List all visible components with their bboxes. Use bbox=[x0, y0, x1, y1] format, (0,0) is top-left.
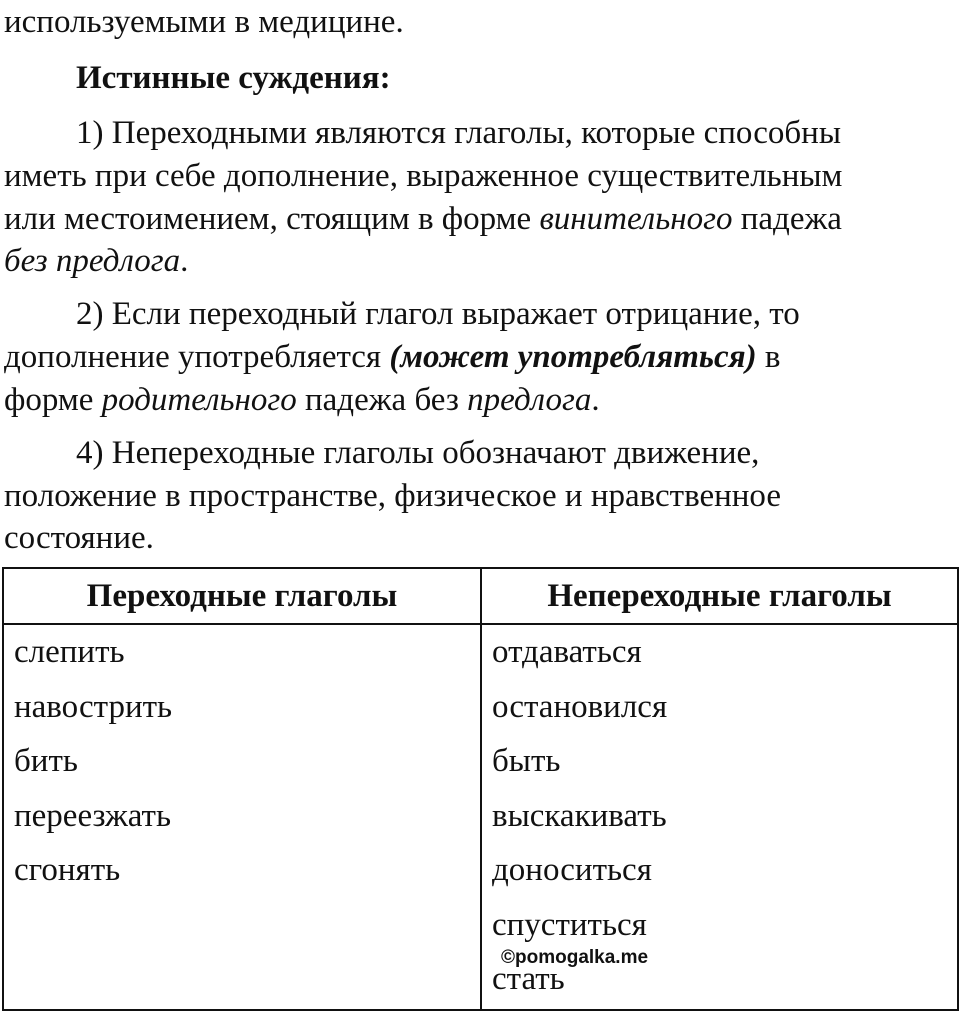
list-item: стать bbox=[492, 961, 565, 997]
text-span: или местоимением, стоящим в форме bbox=[4, 201, 540, 237]
statement-2-line-3 bbox=[4, 380, 600, 420]
list-item: отдаваться bbox=[492, 634, 642, 670]
list-item: навострить bbox=[14, 688, 173, 725]
text-span: в bbox=[756, 339, 781, 375]
statement-1-line-3 bbox=[4, 199, 842, 239]
text-span: форме bbox=[4, 382, 102, 418]
statement-2-line-1 bbox=[76, 294, 800, 334]
text-span: падежа без bbox=[296, 382, 468, 418]
list-item: доноситься bbox=[492, 852, 652, 888]
list-item: выскакивать bbox=[492, 797, 667, 834]
statement-4-line-3 bbox=[4, 518, 154, 558]
italic-term: родительного bbox=[101, 382, 297, 418]
text-span: используемыми в медицине. bbox=[4, 4, 404, 40]
transitive-column bbox=[3, 624, 481, 1010]
statement-4-line-1 bbox=[76, 433, 759, 473]
section-heading bbox=[76, 58, 391, 98]
text-span: положение в пространстве, физическое и нравственное bbox=[4, 478, 781, 514]
text-span: состояние. bbox=[4, 520, 154, 556]
header-transitive: Переходные глаголы bbox=[3, 568, 481, 624]
table-header-row bbox=[3, 568, 958, 624]
watermark: ©pomogalka.me bbox=[501, 947, 649, 968]
text-span: иметь при себе дополнение, выраженное существительным bbox=[4, 158, 843, 194]
text-span: падежа bbox=[732, 201, 842, 237]
text-span: 4) Непереходные глаголы обозначают движение, bbox=[76, 435, 760, 471]
text-span: дополнение употребляется bbox=[4, 339, 390, 375]
list-item: остановился bbox=[492, 688, 668, 725]
heading-text: Истинные суждения: bbox=[76, 60, 391, 96]
statement-4-line-2 bbox=[4, 476, 781, 516]
list-item: быть bbox=[492, 743, 561, 779]
header-intransitive: Непереходные глаголы bbox=[481, 568, 958, 624]
text-span: . bbox=[180, 243, 189, 279]
list-item: спуститься bbox=[492, 906, 647, 943]
list-item: сгонять bbox=[14, 852, 121, 888]
statement-1-line-4 bbox=[4, 241, 188, 281]
bold-italic-insertion: (может употребляться) bbox=[389, 339, 757, 375]
text-span: 1) Переходными являются глаголы, которые способны bbox=[76, 115, 841, 151]
list-item: слепить bbox=[14, 634, 125, 670]
list-item: бить bbox=[14, 743, 78, 779]
list-item: переезжать bbox=[14, 797, 172, 834]
italic-term: без предлога bbox=[4, 243, 181, 279]
statement-2-line-2 bbox=[4, 337, 780, 377]
table-body-row bbox=[3, 624, 958, 1010]
text-span: . bbox=[591, 382, 600, 418]
statement-1-line-1 bbox=[76, 113, 841, 153]
italic-term: винительного bbox=[539, 201, 733, 237]
text-line bbox=[4, 2, 404, 42]
statement-1-line-2 bbox=[4, 156, 842, 196]
italic-term: предлога bbox=[467, 382, 592, 418]
text-span: 2) Если переходный глагол выражает отрицание, то bbox=[76, 296, 800, 332]
verbs-table bbox=[2, 567, 959, 1011]
